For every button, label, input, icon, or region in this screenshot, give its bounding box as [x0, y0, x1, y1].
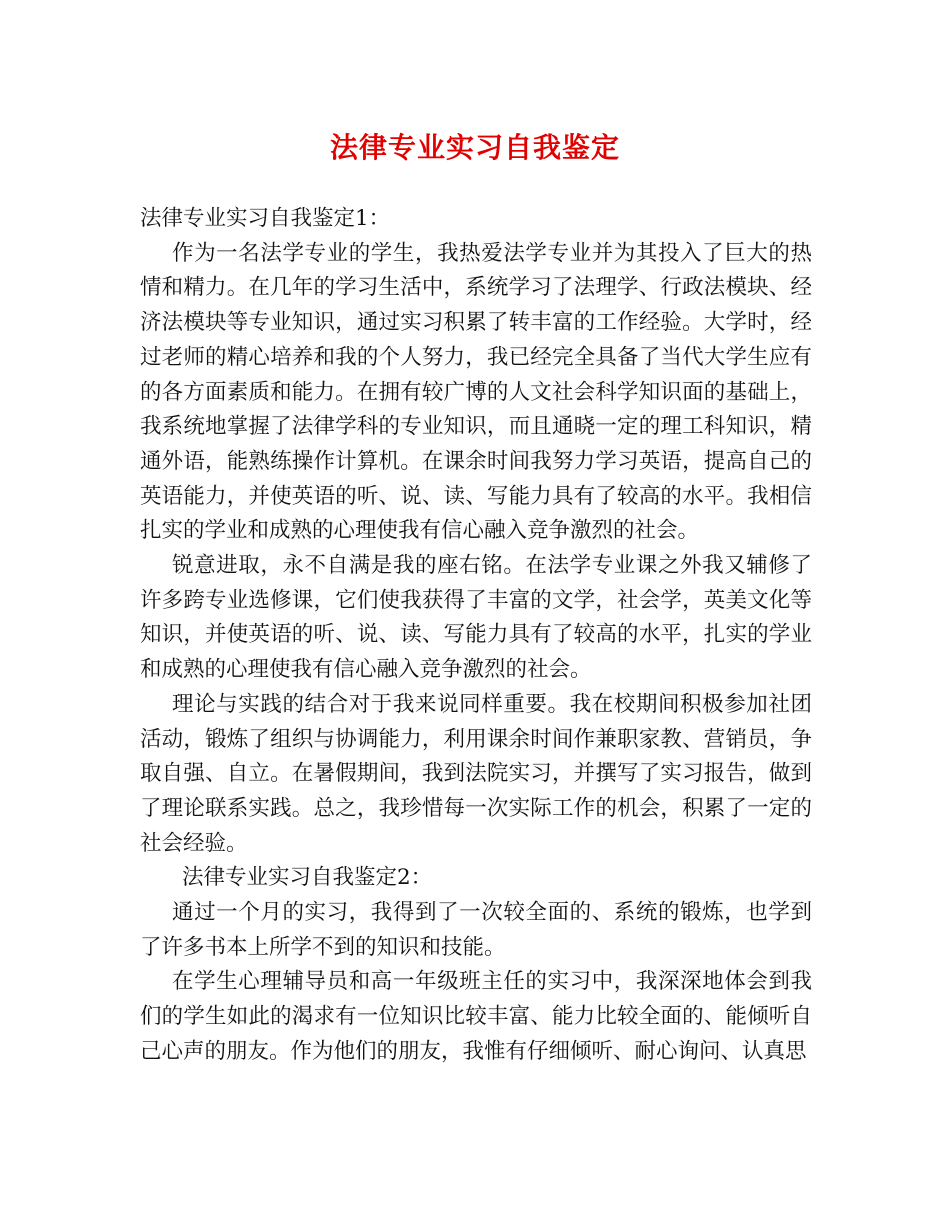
paragraph: 通过一个月的实习，我得到了一次较全面的、系统的锻炼，也学到了许多书本上所学不到的知识和技能。	[140, 900, 812, 960]
section-label-1: 法律专业实习自我鉴定1：	[140, 206, 391, 231]
section-label-2: 法律专业实习自我鉴定2：	[182, 865, 433, 891]
document-title: 法律专业实习自我鉴定	[329, 131, 620, 164]
paragraph: 理论与实践的结合对于我来说同样重要。我在校期间积极参加社团活动，锻炼了组织与协调能力，利用课余时间作兼职家教、营销员，争取自强、自立。在暑假期间，我到法院实习，并撰写了实习报告，做到了理论联系实践。总之，我珍惜每一次实际工作的机会，积累了一定的社会经验。	[140, 691, 812, 856]
paragraph: 作为一名法学专业的学生，我热爱法学专业并为其投入了巨大的热情和精力。在几年的学习生活中，系统学习了法理学、行政法模块、经济法模块等专业知识，通过实习积累了转丰富的工作经验。大学时，经过老师的精心培养和我的个人努力，我已经完全具备了当代大学生应有的各方面素质和能力。在拥有较广博的人文社会科学知识面的基础上，我系统地掌握了法律学科的专业知识，而且通晓一定的理工科知识，精通外语，能熟练操作计算机。在课余时间我努力学习英语，提高自己的英语能力，并使英语的听、说、读、写能力具有了较高的水平。我相信扎实的学业和成熟的心理使我有信心融入竞争激烈的社会。	[140, 240, 812, 544]
paragraph: 在学生心理辅导员和高一年级班主任的实习中，我深深地体会到我们的学生如此的渴求有一位知识比较丰富、能力比较全面的、能倾听自己心声的朋友。作为他们的朋友，我惟有仔细倾听、耐心询问、认真思	[140, 969, 812, 1064]
document-body	[140, 202, 812, 1070]
paragraph: 锐意进取，永不自满是我的座右铭。在法学专业课之外我又辅修了许多跨专业选修课，它们使我获得了丰富的文学，社会学，英美文化等知识，并使英语的听、说、读、写能力具有了较高的水平，扎实的学业和成熟的心理使我有信心融入竞争激烈的社会。	[140, 553, 812, 683]
